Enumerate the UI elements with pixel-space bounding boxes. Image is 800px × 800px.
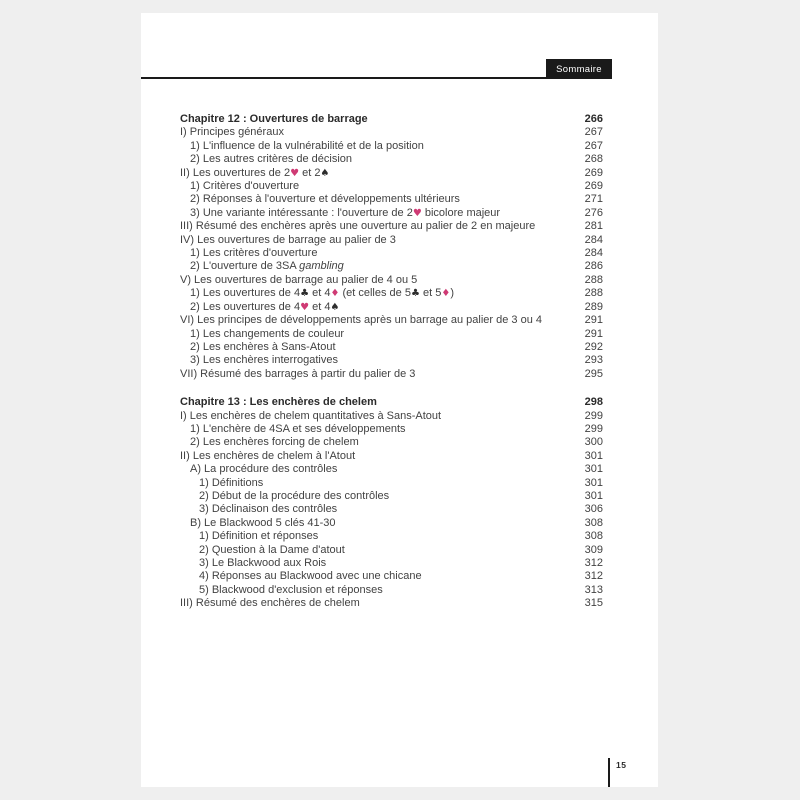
spade-suit-icon: ♠ — [320, 167, 330, 179]
toc-entry-page-number: 301 — [584, 489, 603, 502]
toc-entry-title: IV) Les ouvertures de barrage au palier de 3 — [180, 233, 396, 246]
toc-entry-page-number: 269 — [584, 180, 603, 193]
toc-entry-title: 1) Définition et réponses — [199, 530, 319, 543]
toc-entry — [180, 207, 603, 220]
toc-entry — [180, 220, 603, 233]
sommaire-tab — [546, 59, 612, 79]
toc-entry — [180, 167, 603, 180]
toc-entry-page-number: 284 — [584, 233, 603, 246]
toc-chapter-heading — [180, 113, 603, 126]
toc-entry-page-number: 267 — [584, 126, 603, 139]
toc-entry — [180, 341, 603, 354]
toc-entry-page-number: 291 — [584, 314, 603, 327]
toc-entry-page-number: 298 — [584, 396, 603, 409]
toc-entry — [180, 247, 603, 260]
toc-entry — [180, 234, 603, 247]
toc-entry-title: 3) Les enchères interrogatives — [190, 354, 338, 367]
toc-entry-title: 4) Réponses au Blackwood avec une chicane — [199, 570, 422, 583]
toc-chapter-block — [180, 113, 603, 381]
toc-entry-title: II) Les ouvertures de 2♥ et 2♠ — [180, 166, 330, 179]
toc-entry-title: Chapitre 13 : Les enchères de chelem — [180, 396, 377, 409]
toc-entry-page-number: 288 — [584, 287, 603, 300]
toc-entry-title: 2) Question à la Dame d'atout — [199, 543, 345, 556]
toc-entry-page-number: 271 — [584, 193, 603, 206]
toc-entry-title: A) La procédure des contrôles — [190, 463, 338, 476]
toc-entry-page-number: 312 — [584, 557, 603, 569]
toc-entry-title: 3) Le Blackwood aux Rois — [199, 557, 327, 569]
toc-entry-page-number: 293 — [584, 354, 603, 367]
diamond-suit-icon: ♦ — [441, 288, 451, 300]
toc-entry-title: 2) Les autres critères de décision — [190, 153, 353, 166]
toc-entry-title: V) Les ouvertures de barrage au palier de 4 ou 5 — [180, 273, 418, 286]
toc-entry — [180, 410, 603, 423]
toc-entry-page-number: 309 — [584, 543, 603, 556]
club-suit-icon: ♣ — [300, 288, 310, 300]
toc-entry-page-number: 300 — [584, 436, 603, 449]
toc-entry-title: 2) Début de la procédure des contrôles — [199, 489, 390, 502]
toc-entry — [180, 557, 603, 570]
toc-entry — [180, 287, 603, 300]
toc-entry — [180, 274, 603, 287]
toc-entry — [180, 314, 603, 327]
toc-entry-page-number: 267 — [584, 139, 603, 152]
heart-suit-icon: ♥ — [300, 301, 310, 313]
italic-term: gambling — [299, 260, 344, 273]
toc-entry-title: Chapitre 12 : Ouvertures de barrage — [180, 113, 368, 125]
toc-entry — [180, 153, 603, 166]
toc-entry-title: 1) L'enchère de 4SA et ses développements — [190, 422, 406, 435]
book-page — [141, 13, 658, 787]
diamond-suit-icon: ♦ — [330, 288, 340, 300]
toc-entry — [180, 570, 603, 583]
page-number: 15 — [616, 760, 627, 770]
toc-entry-title: II) Les enchères de chelem à l'Atout — [180, 449, 356, 462]
toc-entry-title: 5) Blackwood d'exclusion et réponses — [199, 583, 383, 596]
toc-entry-title: 1) Les ouvertures de 4♣ et 4♦ (et celles de 5♣ et 5♦) — [190, 287, 454, 300]
toc-entry-title: 3) Une variante intéressante : l'ouverture de 2♥ bicolore majeur — [190, 206, 501, 219]
toc-entry-title: I) Les enchères de chelem quantitatives à Sans-Atout — [180, 409, 442, 422]
toc-entry — [180, 423, 603, 436]
toc-entry-page-number: 301 — [584, 476, 603, 489]
toc-entry — [180, 368, 603, 381]
toc-entry-page-number: 301 — [584, 449, 603, 462]
toc-entry-title: 1) Les critères d'ouverture — [190, 247, 318, 260]
toc-entry-title: 2) Les enchères à Sans-Atout — [190, 340, 336, 353]
toc-entry-title: B) Le Blackwood 5 clés 41-30 — [190, 516, 336, 529]
toc-entry-title: VI) Les principes de développements après un barrage au palier de 3 ou 4 — [180, 314, 543, 327]
toc-entry-title: VII) Résumé des barrages à partir du palier de 3 — [180, 367, 416, 380]
toc-entry — [180, 260, 603, 273]
toc-entry-page-number: 313 — [584, 583, 603, 596]
toc-entry-title: 1) Critères d'ouverture — [190, 180, 300, 193]
toc-entry-title: III) Résumé des enchères après une ouverture au palier de 2 en majeure — [180, 220, 536, 233]
table-of-contents — [180, 113, 603, 611]
toc-entry — [180, 477, 603, 490]
toc-entry-page-number: 315 — [584, 597, 603, 610]
toc-entry — [180, 140, 603, 153]
heart-suit-icon: ♥ — [290, 167, 300, 179]
toc-entry-page-number: 266 — [584, 113, 603, 125]
toc-entry-title: 1) L'influence de la vulnérabilité et de la position — [190, 139, 424, 152]
toc-entry-page-number: 291 — [584, 327, 603, 340]
toc-entry — [180, 503, 603, 516]
toc-entry-page-number: 292 — [584, 340, 603, 353]
sommaire-tab-label: Sommaire — [556, 63, 602, 75]
toc-entry-title: 1) Les changements de couleur — [190, 327, 345, 340]
toc-entry — [180, 328, 603, 341]
toc-entry-page-number: 286 — [584, 260, 603, 273]
toc-entry-page-number: 289 — [584, 300, 603, 313]
toc-entry-title: I) Principes généraux — [180, 126, 284, 139]
toc-entry-page-number: 269 — [584, 166, 603, 179]
heart-suit-icon: ♥ — [412, 207, 422, 219]
toc-entry — [180, 193, 603, 206]
spade-suit-icon: ♠ — [330, 301, 340, 313]
toc-entry — [180, 490, 603, 503]
toc-entry-title: III) Résumé des enchères de chelem — [180, 597, 360, 610]
toc-entry-title: 2) Les enchères forcing de chelem — [190, 436, 359, 449]
toc-entry — [180, 450, 603, 463]
toc-entry — [180, 180, 603, 193]
toc-entry — [180, 436, 603, 449]
toc-entry-title: 2) Réponses à l'ouverture et développements ultérieurs — [190, 193, 460, 206]
footer-divider — [608, 758, 610, 787]
toc-entry — [180, 597, 603, 610]
toc-entry-page-number: 306 — [584, 503, 603, 516]
toc-entry-page-number: 308 — [584, 516, 603, 529]
toc-entry-page-number: 284 — [584, 247, 603, 260]
header-rule — [141, 77, 547, 79]
toc-entry-page-number: 276 — [584, 206, 603, 219]
toc-chapter-block — [180, 396, 603, 611]
toc-entry-page-number: 288 — [584, 273, 603, 286]
toc-entry — [180, 463, 603, 476]
toc-chapter-heading — [180, 396, 603, 409]
toc-entry — [180, 530, 603, 543]
toc-entry-page-number: 301 — [584, 463, 603, 476]
toc-entry-page-number: 281 — [584, 220, 603, 233]
toc-entry — [180, 517, 603, 530]
toc-entry-page-number: 295 — [584, 367, 603, 380]
toc-entry — [180, 354, 603, 367]
toc-entry-page-number: 312 — [584, 570, 603, 583]
toc-entry — [180, 544, 603, 557]
toc-entry — [180, 584, 603, 597]
toc-entry-page-number: 308 — [584, 530, 603, 543]
toc-entry — [180, 126, 603, 139]
toc-entry-title: 2) Les ouvertures de 4♥ et 4♠ — [190, 300, 340, 313]
toc-entry-title: 2) L'ouverture de 3SA gambling — [190, 260, 344, 273]
toc-entry — [180, 301, 603, 314]
toc-entry-page-number: 299 — [584, 409, 603, 422]
toc-entry-page-number: 268 — [584, 153, 603, 166]
toc-entry-page-number: 299 — [584, 422, 603, 435]
club-suit-icon: ♣ — [410, 288, 420, 300]
toc-entry-title: 3) Déclinaison des contrôles — [199, 503, 338, 516]
toc-entry-title: 1) Définitions — [199, 476, 264, 489]
